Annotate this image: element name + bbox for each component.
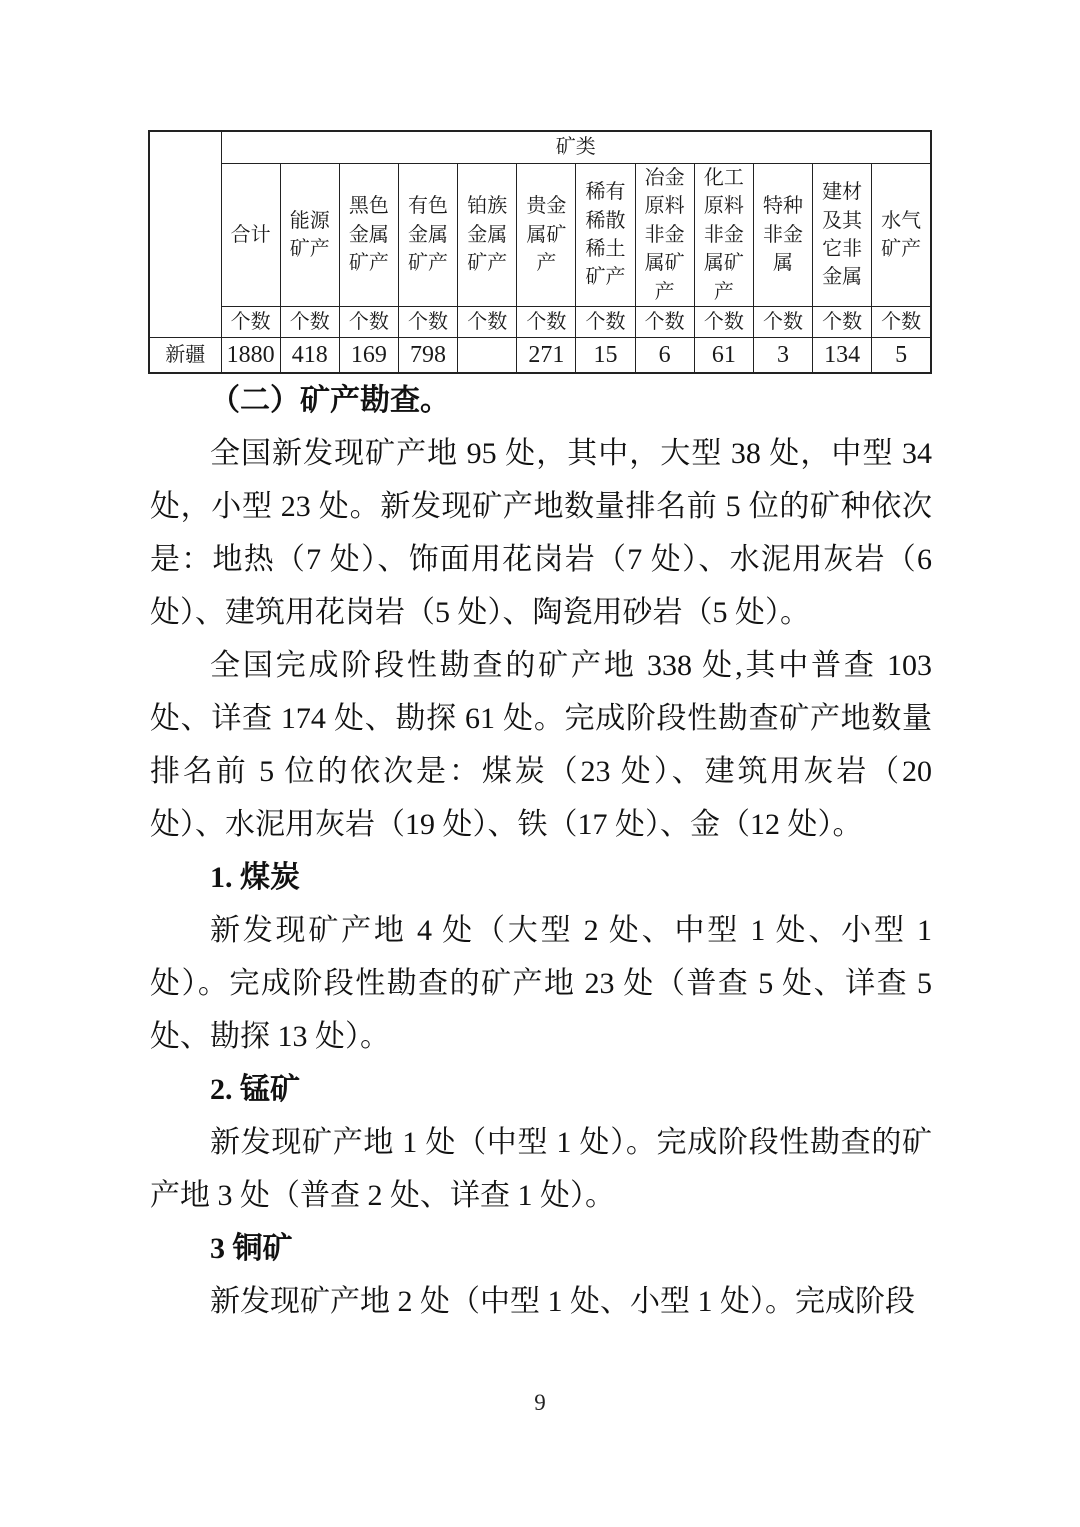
unit-cell: 个数 bbox=[280, 306, 339, 337]
paragraph-new-discoveries: 全国新发现矿产地 95 处，其中，大型 38 处，中型 34 处，小型 23 处。新发现矿产地数量排名前 5 位的矿种依次是：地热（7 处）、饰面用花岗岩（7 处）、水泥用灰岩（6 处）、建筑用花岗岩（5 处）、陶瓷用砂岩（5 处）。 bbox=[150, 437, 932, 630]
column-header-ferrous: 黑色金属矿产 bbox=[339, 164, 398, 307]
unit-cell: 个数 bbox=[635, 306, 694, 337]
body-text bbox=[150, 374, 932, 1328]
value-cell-platinum bbox=[458, 337, 517, 373]
column-header-chemical: 化工原料非金属矿产 bbox=[694, 164, 753, 307]
column-header-platinum: 铂族金属矿产 bbox=[458, 164, 517, 307]
column-header-water-gas: 水气矿产 bbox=[872, 164, 931, 307]
value-cell-total: 1880 bbox=[221, 337, 280, 373]
row-header-xinjiang: 新疆 bbox=[149, 337, 221, 373]
column-header-special: 特种非金属 bbox=[753, 164, 812, 307]
value-cell-ferrous: 169 bbox=[339, 337, 398, 373]
column-header-nonferrous: 有色金属矿产 bbox=[398, 164, 457, 307]
paragraph-coal: 新发现矿产地 4 处（大型 2 处、中型 1 处、小型 1 处）。完成阶段性勘查的矿产地 23 处（普查 5 处、详查 5 处、勘探 13 处）。 bbox=[150, 914, 932, 1054]
subsection-heading-copper: 3 铜矿 bbox=[210, 1232, 293, 1266]
table-data-row bbox=[149, 337, 931, 373]
page-content bbox=[148, 130, 932, 1328]
unit-cell: 个数 bbox=[753, 306, 812, 337]
value-cell-chemical: 61 bbox=[694, 337, 753, 373]
column-header-rare-earth: 稀有稀散稀土矿产 bbox=[576, 164, 635, 307]
unit-cell: 个数 bbox=[694, 306, 753, 337]
mineral-statistics-table bbox=[148, 130, 932, 374]
table-corner-cell bbox=[149, 131, 221, 337]
paragraph-copper: 新发现矿产地 2 处（中型 1 处、小型 1 处）。完成阶段 bbox=[210, 1285, 915, 1319]
value-cell-energy: 418 bbox=[280, 337, 339, 373]
column-header-metallurgical: 冶金原料非金属矿产 bbox=[635, 164, 694, 307]
unit-cell: 个数 bbox=[517, 306, 576, 337]
value-cell-water-gas: 5 bbox=[872, 337, 931, 373]
value-cell-building-material: 134 bbox=[813, 337, 872, 373]
unit-cell: 个数 bbox=[221, 306, 280, 337]
subsection-heading-manganese: 2. 锰矿 bbox=[210, 1073, 300, 1107]
column-header-precious: 贵金属矿产 bbox=[517, 164, 576, 307]
unit-cell: 个数 bbox=[576, 306, 635, 337]
value-cell-special: 3 bbox=[753, 337, 812, 373]
unit-cell: 个数 bbox=[339, 306, 398, 337]
paragraph-staged-exploration: 全国完成阶段性勘查的矿产地 338 处,其中普查 103 处、详查 174 处、勘探 61 处。完成阶段性勘查矿产地数量排名前 5 位的依次是：煤炭（23 处）、建筑用灰岩（20 处）、水泥用灰岩（19 处）、铁（17 处）、金（12 处）。 bbox=[150, 649, 932, 842]
subsection-heading-coal: 1. 煤炭 bbox=[210, 861, 300, 895]
value-cell-metallurgical: 6 bbox=[635, 337, 694, 373]
unit-cell: 个数 bbox=[813, 306, 872, 337]
paragraph-manganese: 新发现矿产地 1 处（中型 1 处）。完成阶段性勘查的矿产地 3 处（普查 2 处、详查 1 处）。 bbox=[150, 1126, 932, 1213]
value-cell-rare-earth: 15 bbox=[576, 337, 635, 373]
page-number: 9 bbox=[534, 1390, 546, 1415]
table-group-header: 矿类 bbox=[221, 131, 931, 164]
column-header-total: 合计 bbox=[221, 164, 280, 307]
unit-cell: 个数 bbox=[398, 306, 457, 337]
value-cell-nonferrous: 798 bbox=[398, 337, 457, 373]
unit-cell: 个数 bbox=[458, 306, 517, 337]
unit-cell: 个数 bbox=[872, 306, 931, 337]
value-cell-precious: 271 bbox=[517, 337, 576, 373]
section-heading-exploration: （二）矿产勘查。 bbox=[210, 384, 450, 418]
table-unit-row bbox=[149, 306, 931, 337]
table-header-row bbox=[149, 164, 931, 307]
column-header-energy: 能源矿产 bbox=[280, 164, 339, 307]
column-header-building-material: 建材及其它非金属 bbox=[813, 164, 872, 307]
